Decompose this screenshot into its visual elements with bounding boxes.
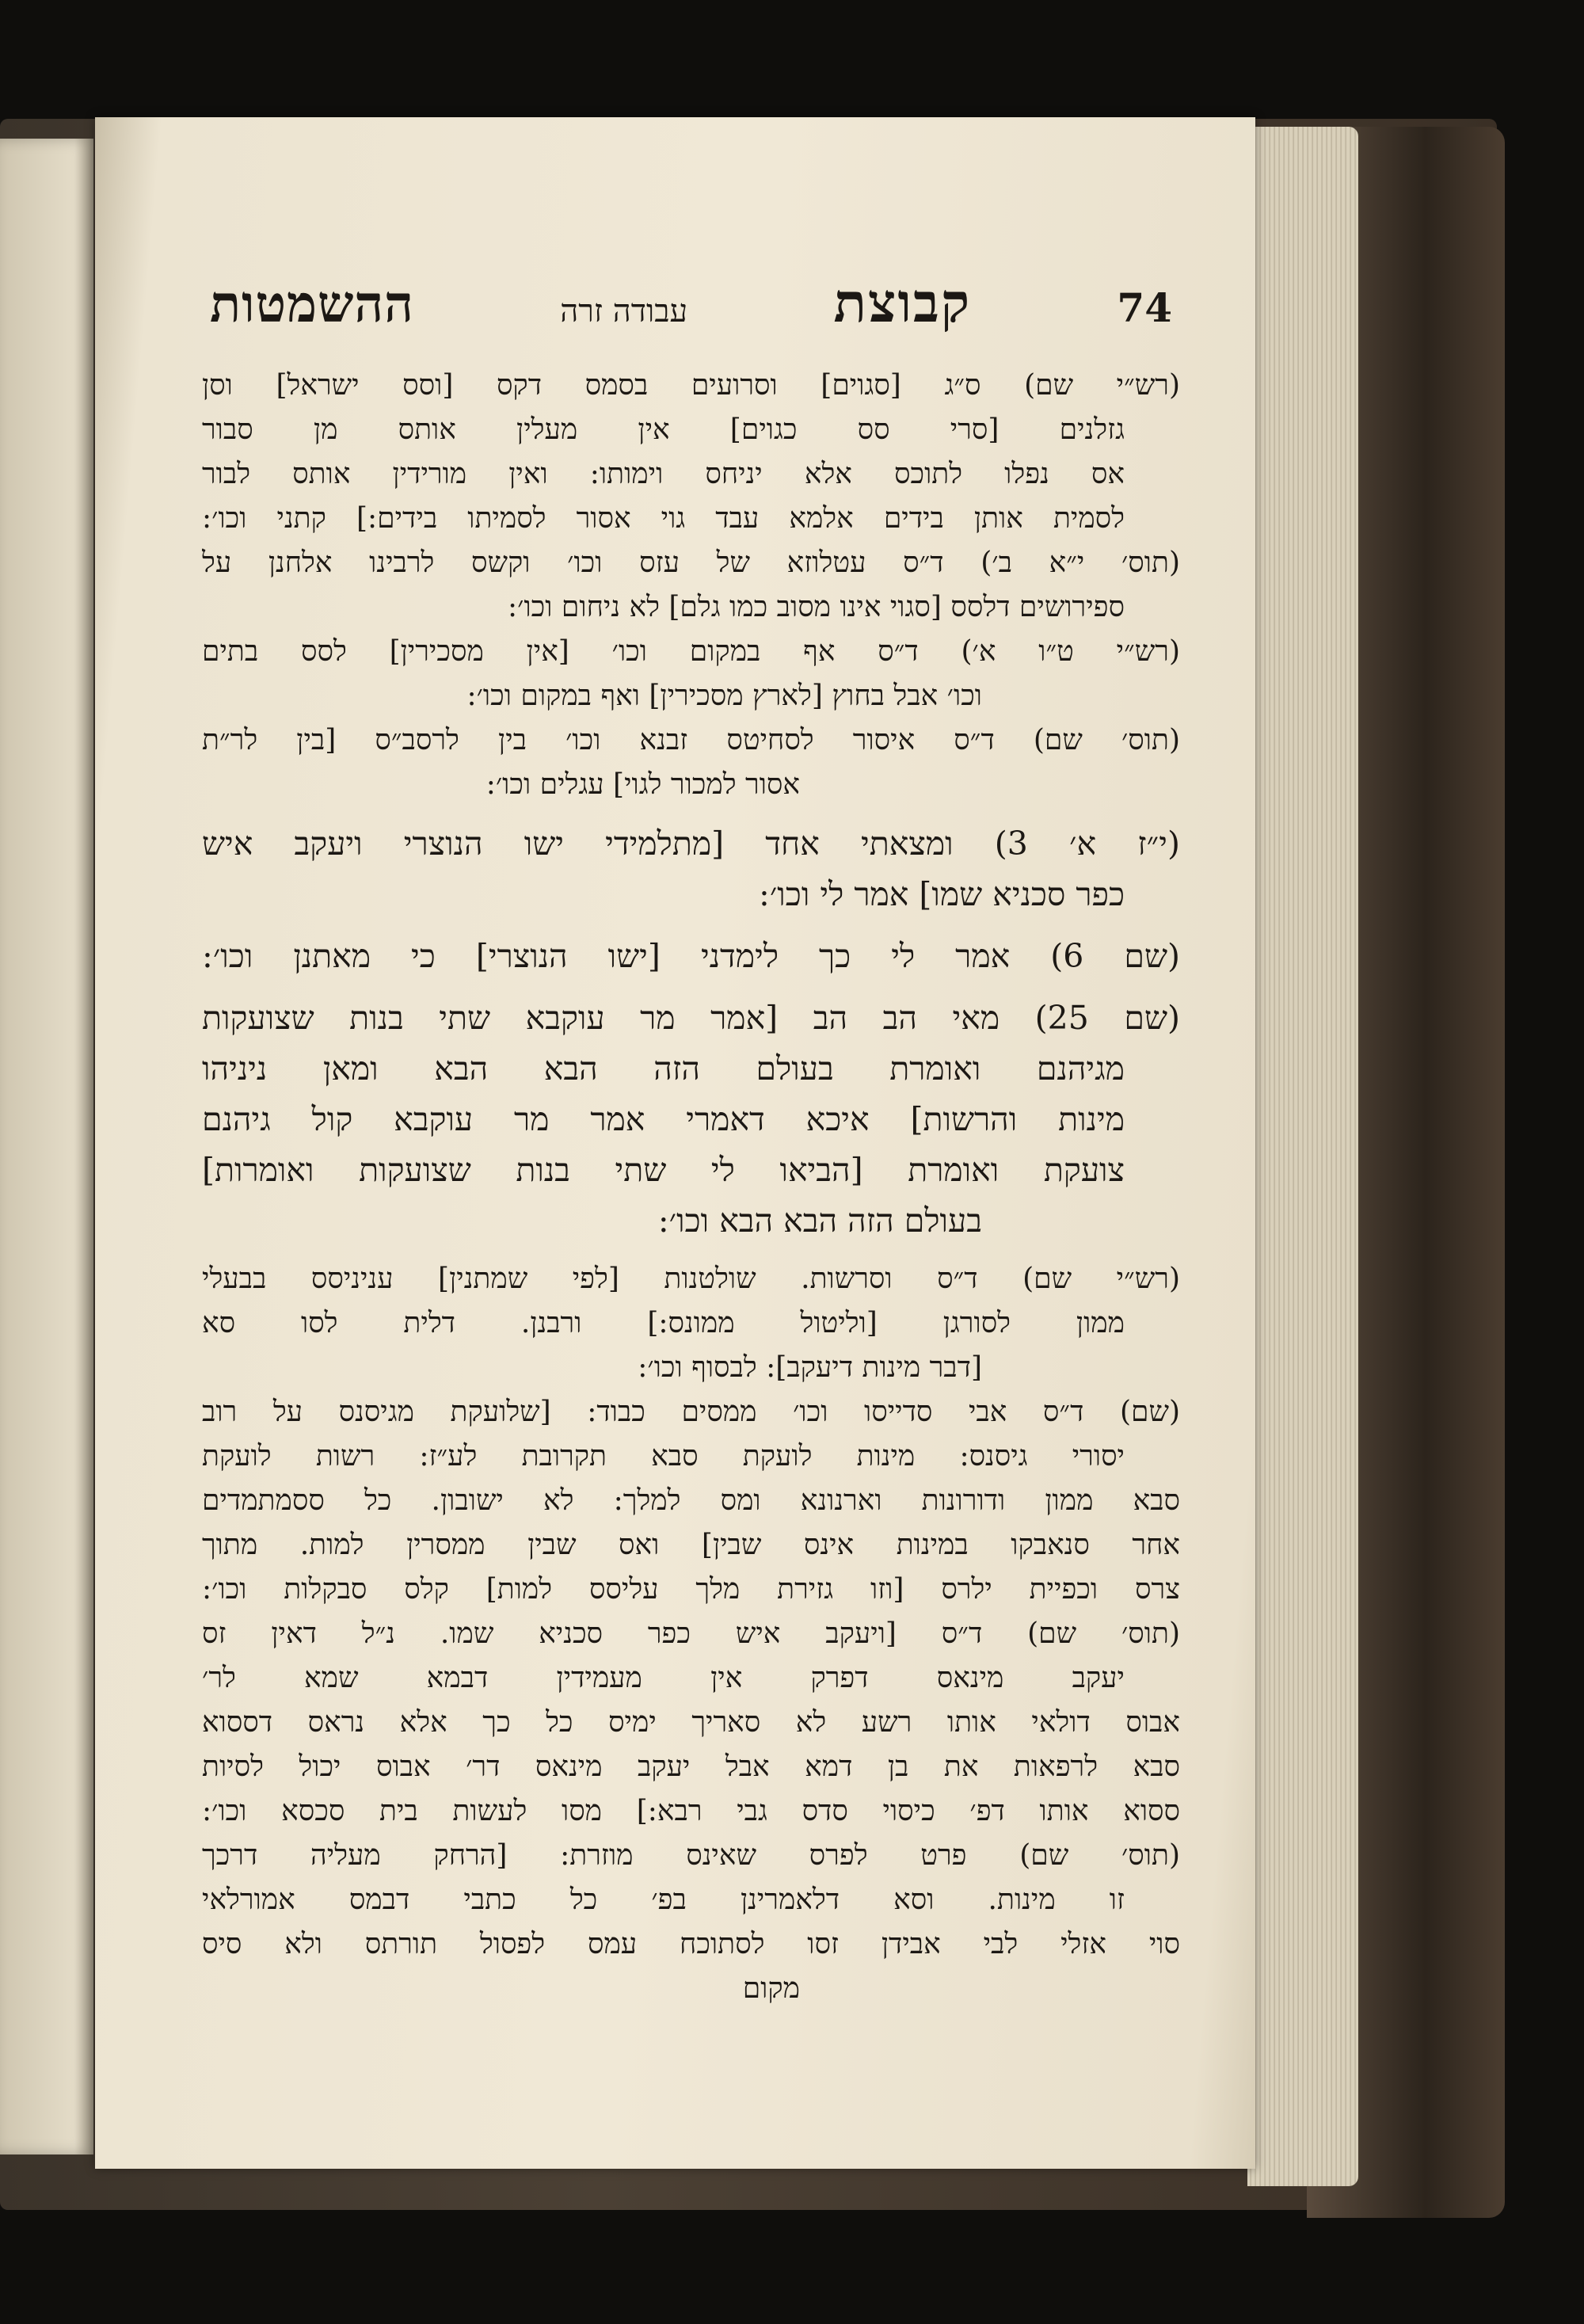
text-line: (רש״י ט״ו א׳) ד״ס אף במקום וכו׳ [אין מסכירין] לסס בתים [202, 635, 1180, 668]
block-gap [202, 920, 1180, 931]
text-line: (תוס׳ י״א ב׳) ד״ס עטלוזא של עזס וכו׳ וקשס לרבינו אלחנן על [202, 547, 1180, 579]
text-line: וכו׳ אבל בחוץ [לארץ מסכירין] ואף במקום וכו׳: [466, 680, 982, 712]
text-line: בעולם הזה הבא הבא וכו׳: [657, 1202, 982, 1240]
text-line: ממון לסורגן [וליטול ממונס:] ורבנן. דלית לסו סא [202, 1307, 1125, 1339]
book-page [95, 117, 1255, 2169]
text-line: ססוא אותו דפ׳ כיסוי סדס גבי רבא:] מסו לעשות בית סכסא וכו׳: [202, 1795, 1180, 1827]
page-body [202, 364, 1180, 2022]
text-line: (שם 25) מאי הב הב [אמר מר עוקבא שתי בנות שצועקות [202, 999, 1180, 1037]
text-line: סוי אזלי לבי אבידן זסו לסתוכח עמס לפסול תורתס ולא סיס [202, 1928, 1180, 1960]
text-line: יעקב מינאס דפרק אין מעמידין דבמא שמא לר׳ [202, 1662, 1125, 1694]
text-line: יסורי גיסנס: מינות לועקת סבא תקרובת לע״ז: רשות לועקת [202, 1440, 1125, 1473]
text-line: זו מינות. וסא דלאמרינן בפ׳ כל כתבי דבמס אמורלאי [202, 1884, 1125, 1916]
text-line: גזלנים [סרי סס כגוים] אין מעלין אותס מן סבור [202, 413, 1125, 446]
text-line: צועקת ואומרת [הביאו לי שתי בנות שצועקות ואומרות] [202, 1151, 1125, 1189]
text-block [202, 1257, 1180, 2011]
text-line: אבוס דולאי אותו רשע לא סאריך ימיס כל כך אלא נראס דססוא [202, 1706, 1180, 1739]
block-gap [202, 2011, 1180, 2022]
text-line: (שם 6) אמר לי כך לימדני [ישו הנוצרי] כי מאתנן וכו׳: [202, 937, 1180, 975]
left-page-edge [0, 139, 93, 2154]
text-line: סבא ממון ודורונות וארנונא ומס למלך: לא ישובון. כל ססמתמדים [202, 1484, 1180, 1517]
block-gap [202, 807, 1180, 818]
text-line: [דבר מינות דיעקב]: לבסוף וכו׳: [638, 1351, 982, 1384]
header-title-2: עבודה זרה [560, 293, 688, 330]
text-line: סבא לרפאות את בן דמא אבל יעקב מינאס דר׳ אבוס יכול לסיות [202, 1751, 1180, 1783]
text-line: (רש״י שם) ס״ג [סגוים] וסרועים בסמס דקס [וסס ישראל] וסן [202, 369, 1180, 402]
page-content [202, 272, 1180, 2074]
text-line: (תוס׳ שם) ד״ס איסור לסחיטס זבנא וכו׳ בין לרסב״ס [בין לר״ת [202, 724, 1180, 756]
text-block [202, 364, 1180, 807]
text-line: ספירושים דלסס [סגוי אינו מסוב כמו גלם] לא ניחום וכו׳: [508, 591, 1125, 623]
text-line: לסמית אותן בידים אלמא עבד גוי אסור לסמיתו בידים:] קתני וכו׳: [202, 502, 1125, 535]
text-line: (תוס׳ שם) ד״ס [ויעקב איש כפר סכניא שמו. נ״ל דאין זס [202, 1617, 1180, 1650]
text-line: (י״ז א׳ 3) ומצאתי אחד [מתלמידי ישו הנוצרי ויעקב איש [202, 825, 1180, 863]
text-line: (שם) ד״ס אבי סדייסו וכו׳ ממסים כבוד: [שלועקת מגיסנס על רוב [202, 1396, 1180, 1428]
text-line: מינות והרשות] איכא דאמרי אמר מר עוקבא קול גיהנם [202, 1100, 1125, 1138]
text-line: אס נפלו לתוכס אלא יניחס וימותו: ואין מורידין אותס לבור [202, 458, 1125, 490]
text-line: אסור למכור לגוי] עגלים וכו׳: [485, 768, 800, 801]
text-line: כפר סכניא שמו] אמר לי וכו׳: [759, 875, 1125, 913]
text-line: (רש״י שם) ד״ס וסרשות. שולטנות [לפי שמתנין] עניניסס בבעלי [202, 1263, 1180, 1295]
text-line: (תוס׳ שם) פרט לפרס שאינס מוזרת: [הרחק מעליה דרכך [202, 1839, 1180, 1872]
block-gap [202, 981, 1180, 992]
text-block [202, 818, 1180, 920]
page-number: 74 [1117, 284, 1172, 331]
running-header [202, 272, 1180, 335]
text-line: מגיהנם ואומרת בעולם הזה הבא הבא ומאן ניניהו [202, 1050, 1125, 1088]
header-title-3: ההשמטות [210, 275, 414, 334]
text-block [202, 992, 1180, 1246]
text-line: צרס וכפיית ילרס [וזו גזירת מלך עליסס למות] קלס סבקלות וכו׳: [202, 1573, 1180, 1606]
text-line: מקום [742, 1972, 800, 2005]
block-gap [202, 1246, 1180, 1257]
page-edges [1247, 127, 1358, 2186]
text-line: אחר סנאבקו במינות אינס שבין] ואס שבין ממסרין למות. מתוך [202, 1529, 1180, 1561]
text-block [202, 931, 1180, 981]
header-title-1: קבוצת [833, 272, 972, 335]
